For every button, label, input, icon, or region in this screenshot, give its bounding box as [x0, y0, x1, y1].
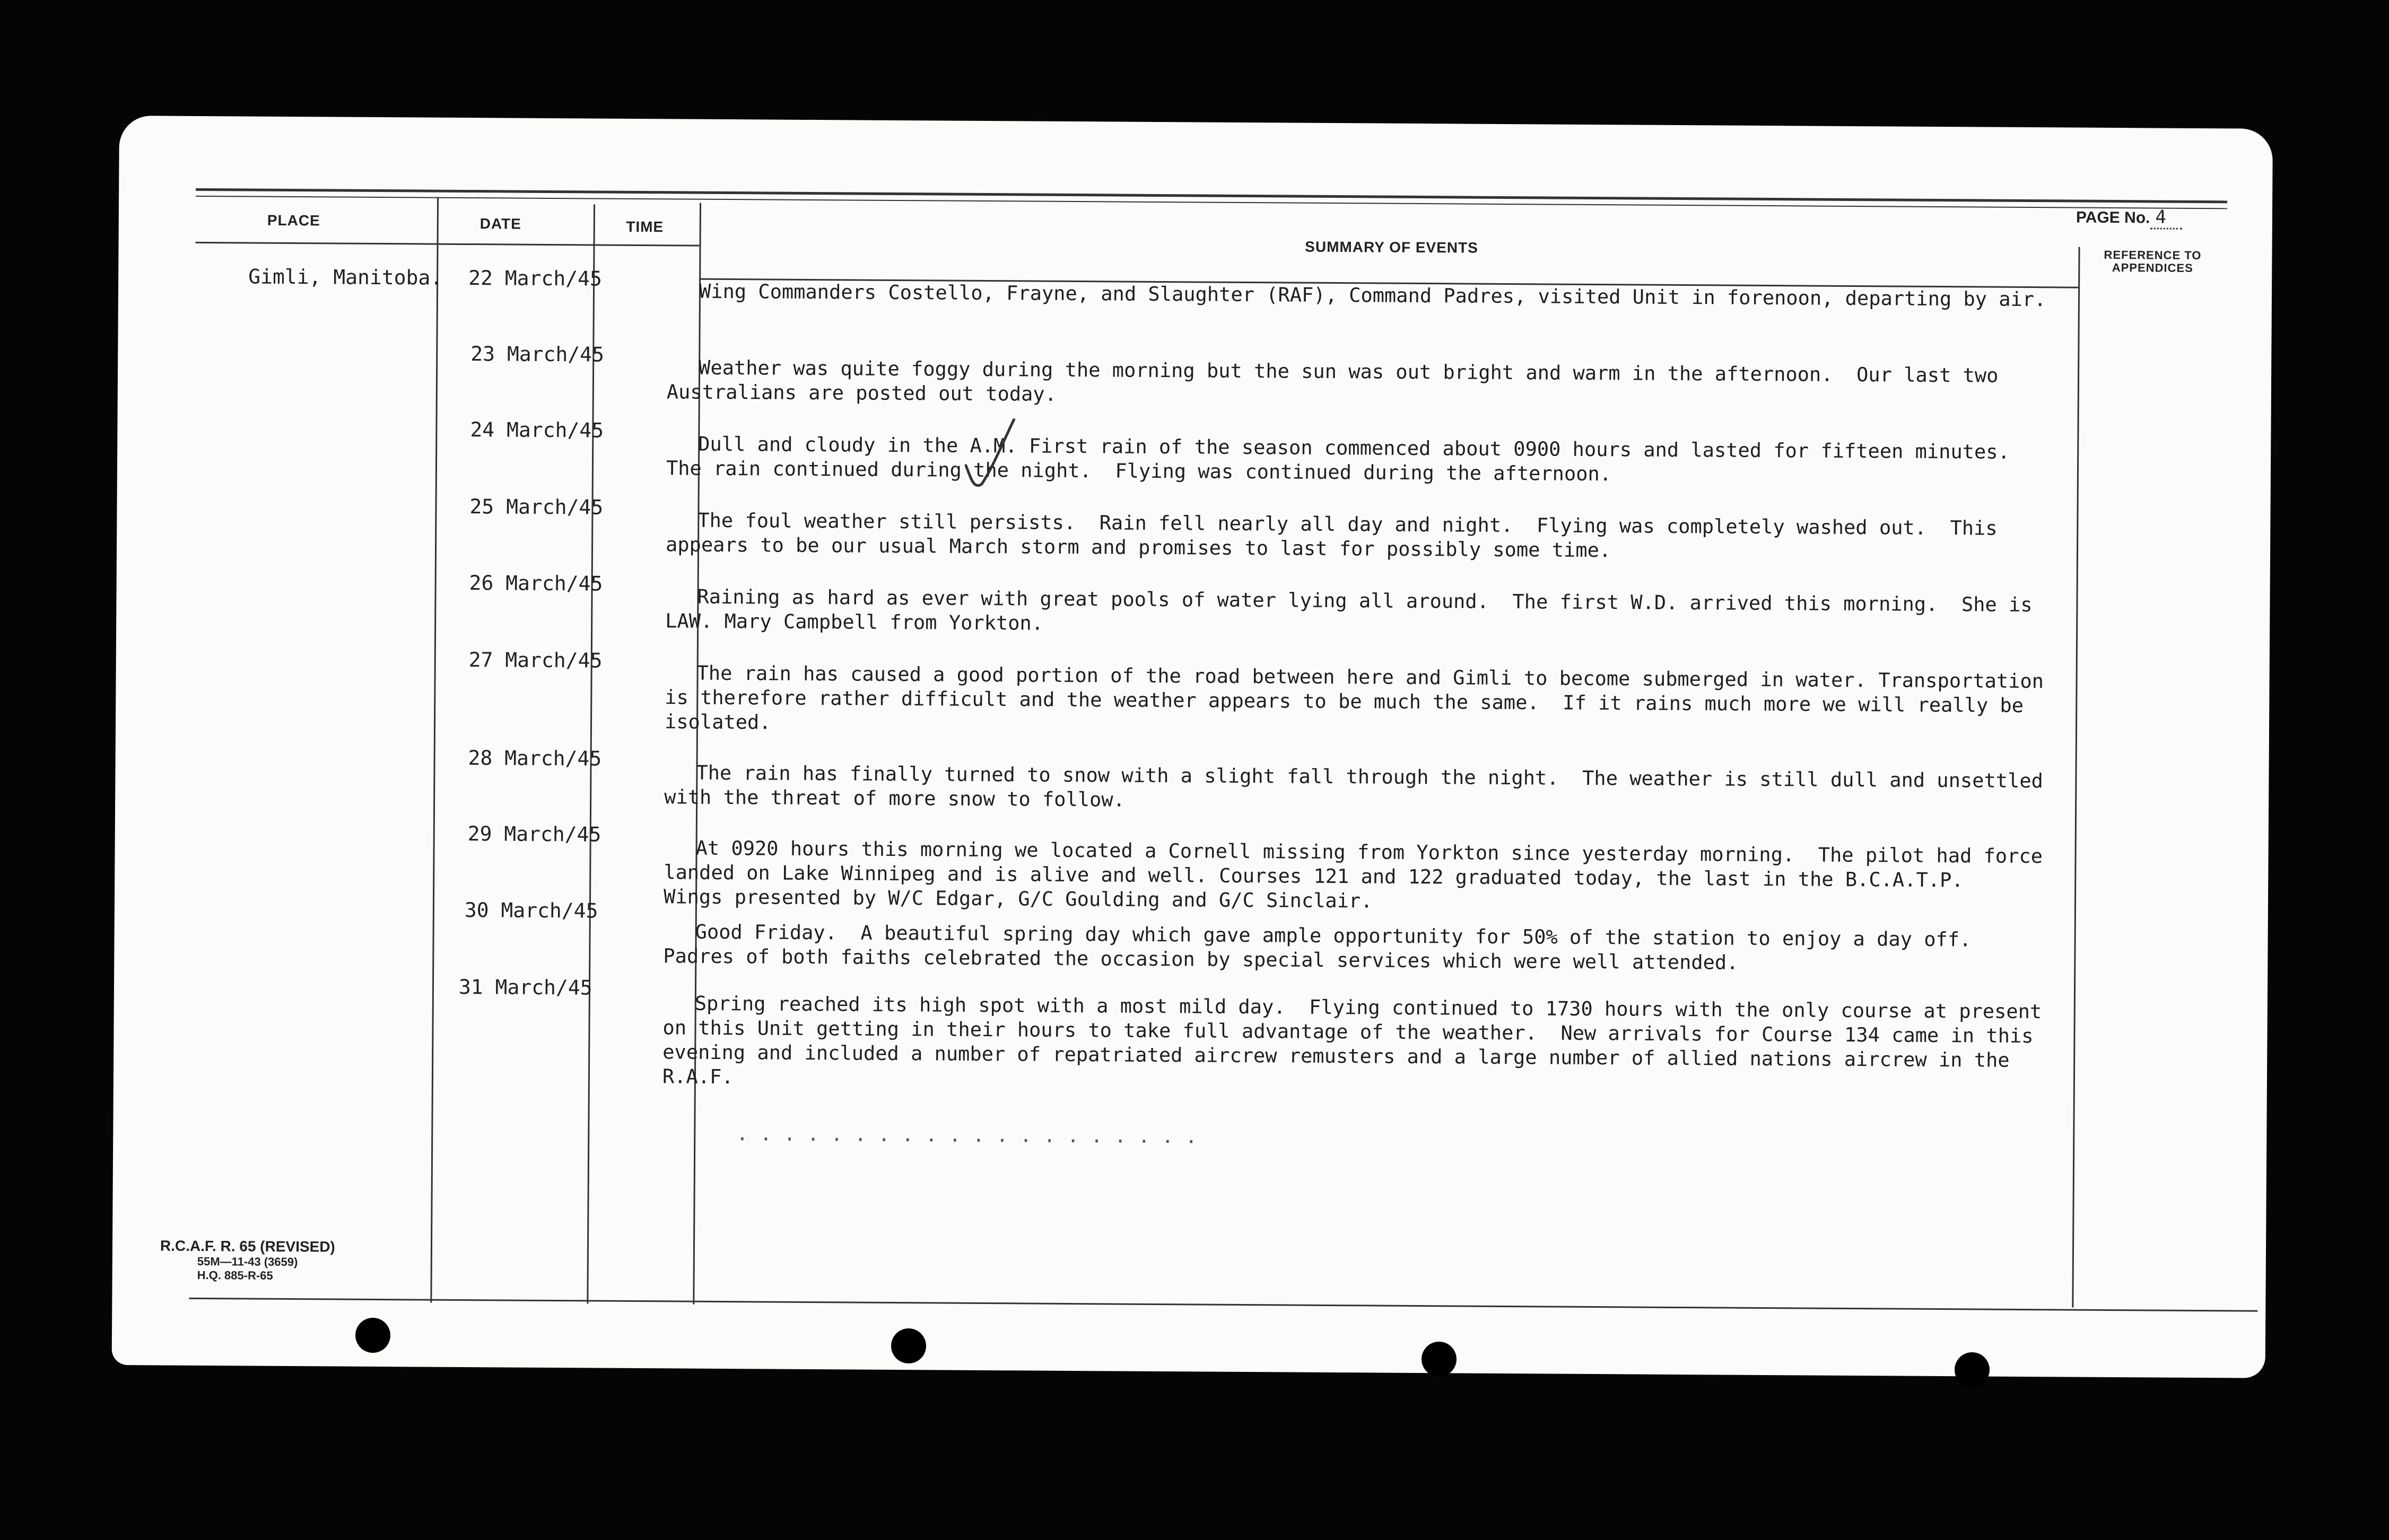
binder-hole [1955, 1352, 1990, 1387]
entry-text: Wing Commanders Costello, Frayne, and Slaughter (RAF), Command Padres, visited Unit in forenoon, departing by air. [699, 279, 2046, 311]
entry-date: 29 March/45 [467, 822, 601, 846]
reference-header-line1: REFERENCE TO [2104, 248, 2202, 262]
entry-text: The rain has finally turned to snow with a slight fall through the night. The weather is still dull and unsettled with the threat of more snow to follow. [664, 761, 2055, 811]
top-rule-thin [196, 196, 2227, 209]
column-header-date: DATE [479, 215, 521, 232]
entry-text: At 0920 hours this morning we located a Cornell missing from Yorkton since yesterday morning. The pilot had force landed on Lake Winnipeg and is alive and well. Courses 121 and 122 graduated today, the last in the B.C.A.T.P. Wings presented by W/C Edgar, G/C Goulding and G/C Sinclair. [663, 836, 2055, 913]
handwritten-check-mark [961, 415, 1019, 495]
reference-header-line2: APPENDICES [2112, 260, 2193, 275]
bottom-rule [189, 1298, 2257, 1312]
column-header-summary: SUMMARY OF EVENTS [1305, 238, 1478, 256]
binder-hole [891, 1328, 926, 1363]
entry-text: Raining as hard as ever with great pools of water lying all around. The first W.D. arrived this morning. She is LAW. Mary Campbell from Yorkton. [665, 585, 2045, 635]
entry-date: 23 March/45 [470, 342, 605, 366]
entry-date: 24 March/45 [470, 418, 604, 442]
binder-hole [355, 1318, 390, 1353]
entry-text: Weather was quite foggy during the morning but the sun was out bright and warm in the afternoon. Our last two Australians are posted out today. [666, 356, 2010, 406]
form-number-line3: H.Q. 885-R-65 [197, 1268, 273, 1282]
place-name: Gimli, Manitoba. [248, 265, 443, 290]
top-rule [196, 188, 2227, 203]
page-number-value: 4 [2150, 206, 2182, 229]
entry-text: Good Friday. A beautiful spring day which gave ample opportunity for 50% of the station to enjoy a day off. Padres of both faiths celebrated the occasion by special services which were well attended. [663, 920, 1995, 974]
trailing-dots: . . . . . . . . . . . . . . . . . . . . [736, 1122, 1198, 1148]
entry-date: 22 March/45 [468, 266, 602, 291]
column-header-time: TIME [626, 218, 664, 235]
entry-date: 28 March/45 [468, 746, 602, 771]
entry-text: Spring reached its high spot with a most mild day. Flying continued to 1730 hours with the only course at present on this Unit getting in their hours to take full advantage of the weather. New arrivals for Course 134 came in this evening and included a number of repatriated aircrew remusters and a large number of allied nations aircrew in the R.A.F. [662, 992, 2054, 1089]
column-rule-place-date [430, 197, 439, 1303]
form-number-line1: R.C.A.F. R. 65 (REVISED) [160, 1237, 335, 1255]
column-header-reference [2076, 249, 2229, 275]
page-number-label: PAGE No. [2076, 208, 2150, 227]
entry-text: The rain has caused a good portion of the road between here and Gimli to become submerged in water. Transportation is therefore rather difficult and the weather appears to be much the same. If it rains much more we will really be isolated. [664, 661, 2056, 734]
column-rule-summary-reference [2072, 247, 2080, 1308]
entry-date: 26 March/45 [469, 571, 603, 596]
entry-date: 30 March/45 [464, 898, 598, 923]
diary-page [112, 116, 2273, 1378]
entry-date: 27 March/45 [468, 648, 603, 672]
form-number-line2: 55M—11-43 (3659) [197, 1254, 298, 1269]
binder-hole [1422, 1342, 1457, 1377]
column-header-place: PLACE [267, 212, 320, 229]
form-number-block [160, 1238, 335, 1283]
entry-text: The foul weather still persists. Rain fell nearly all day and night. Flying was completely washed out. This appears to be our usual March storm and promises to last for possibly some time. [665, 509, 2010, 562]
entry-text: Dull and cloudy in the A.M. First rain of the season commenced about 0900 hours and lasted for fifteen minutes. The rain continued during the night. Flying was continued during the afternoon. [666, 432, 2034, 486]
entry-date: 31 March/45 [458, 975, 592, 1000]
header-rule-left [196, 242, 700, 247]
entry-date: 25 March/45 [469, 495, 604, 519]
page-number-field [2076, 206, 2182, 228]
